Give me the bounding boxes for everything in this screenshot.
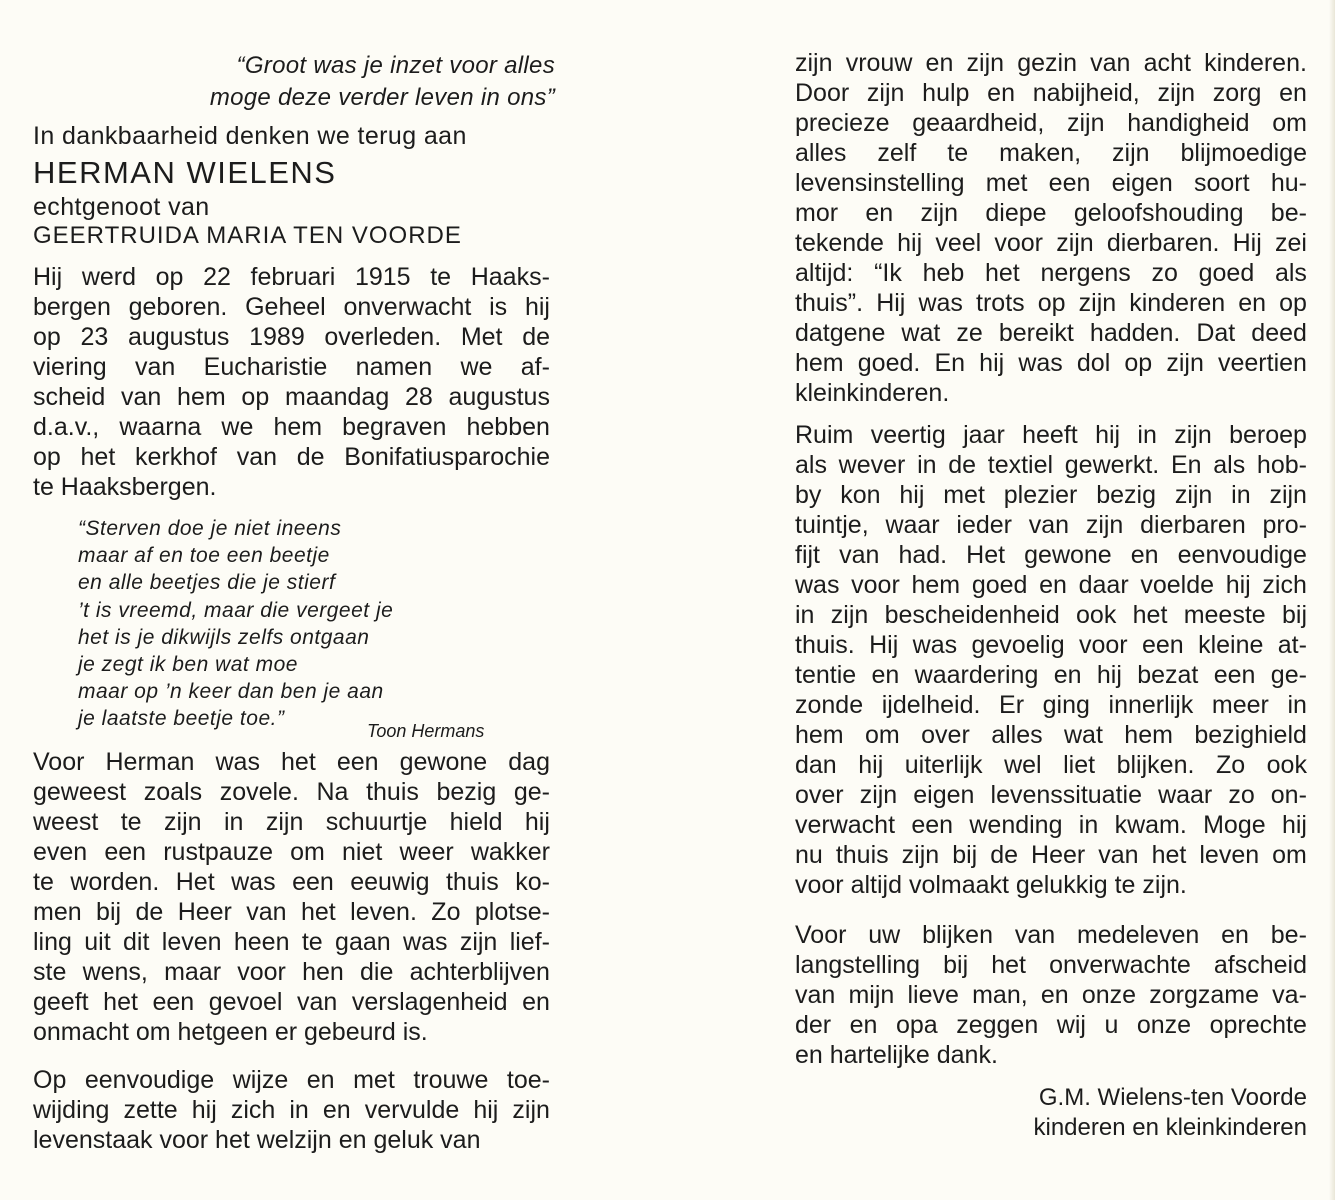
deceased-name: HERMAN WIELENS [33, 155, 337, 190]
text-line: Hij werd op 22 februari 1915 te Haaks- [33, 263, 550, 291]
text-line: het is je dikwijls zelfs ontgaan [78, 625, 370, 649]
text-line: te Haaksbergen. [33, 473, 217, 501]
text-line: bergen geboren. Geheel onverwacht is hij [33, 293, 550, 321]
text-line: Op eenvoudige wijze en met trouwe toe- [33, 1066, 550, 1094]
text-line: onmacht om hetgeen er gebeurd is. [33, 1018, 428, 1046]
intro-line: In dankbaarheid denken we terug aan [33, 122, 467, 150]
text-line: levenstaak voor het welzijn en geluk van [33, 1126, 481, 1154]
text-line: even een rustpauze om niet weer wakker [33, 838, 550, 866]
text-line: Ruim veertig jaar heeft hij in zijn beroep [795, 421, 1307, 449]
signature-line-2: kinderen en kleinkinderen [1033, 1114, 1307, 1141]
text-line: altijd: “Ik heb het nergens zo goed als [795, 259, 1307, 287]
text-line: hem om over alles wat hem bezighield [795, 721, 1307, 749]
text-line: scheid van hem op maandag 28 augustus [33, 383, 550, 411]
text-line: maar op ’n keer dan ben je aan [78, 680, 384, 704]
text-line: weest te zijn in zijn schuurtje hield hij [33, 808, 550, 836]
text-line: zijn vrouw en zijn gezin van acht kinderen. [795, 49, 1307, 77]
text-line: kleinkinderen. [795, 379, 950, 407]
spouse-intro: echtgenoot van [33, 193, 210, 221]
text-line: in zijn bescheidenheid ook het meeste bij [795, 601, 1307, 629]
text-line: mor en zijn diepe geloofshouding be- [795, 199, 1307, 227]
text-line: dan hij uiterlijk wel liet blijken. Zo ook [795, 751, 1307, 779]
text-line: je zegt ik ben wat moe [78, 653, 298, 676]
text-line: “Sterven doe je niet ineens [78, 517, 342, 540]
motto-line-1: “Groot was je inzet voor alles [236, 52, 555, 79]
text-line: op 23 augustus 1989 overleden. Met de [33, 323, 550, 351]
text-line: Voor Herman was het een gewone dag [33, 748, 550, 776]
text-line: geeft het een gevoel van verslagenheid en [33, 988, 550, 1016]
signature-line-1: G.M. Wielens-ten Voorde [1038, 1084, 1307, 1111]
text-line: en alle beetjes die je stierf [78, 571, 336, 595]
text-line: tuintje, waar ieder van zijn dierbaren pro- [795, 511, 1307, 539]
text-line: Voor uw blijken van medeleven en be- [795, 921, 1307, 949]
text-line: ling uit dit leven heen te gaan was zijn lief- [33, 928, 550, 956]
text-line: datgene wat ze bereikt hadden. Dat deed [795, 319, 1307, 347]
text-line: thuis. Hij was gevoelig voor een kleine at- [795, 631, 1307, 659]
text-line: wijding zette hij zich in en vervulde hij zijn [33, 1096, 550, 1124]
text-line: verwacht een wending in kwam. Moge hij [795, 811, 1307, 839]
text-line: Door zijn hulp en nabijheid, zijn zorg en [795, 79, 1307, 107]
text-line: hem goed. En hij was dol op zijn veertien [795, 349, 1307, 377]
text-line: te worden. Het was een eeuwig thuis ko- [33, 868, 550, 896]
text-line: voor altijd volmaakt gelukkig te zijn. [795, 871, 1187, 899]
text-line: fijt van had. Het gewone en eenvoudige [795, 541, 1307, 569]
text-line: van mijn lieve man, en onze zorgzame va- [795, 981, 1307, 1009]
text-line: als wever in de textiel gewerkt. En als hob- [795, 451, 1307, 479]
text-line: nu thuis zijn bij de Heer van het leven om [795, 841, 1307, 869]
text-line: geweest zoals zovele. Na thuis bezig ge- [33, 778, 550, 806]
spouse-name: GEERTRUIDA MARIA TEN VOORDE [33, 222, 462, 249]
text-line: der en opa zeggen wij u onze oprechte [795, 1011, 1307, 1039]
text-line: was voor hem goed en daar voelde hij zich [795, 571, 1307, 599]
text-line: je laatste beetje toe.” [78, 707, 285, 731]
text-line: thuis”. Hij was trots op zijn kinderen en op [795, 289, 1307, 317]
text-line: precieze geaardheid, zijn handigheid om [795, 109, 1307, 137]
text-line: over zijn eigen levenssituatie waar zo on- [795, 781, 1307, 809]
text-line: langstelling bij het onverwachte afscheid [795, 951, 1307, 979]
text-line: op het kerkhof van de Bonifatiusparochie [33, 443, 550, 471]
text-line: alles zelf te maken, zijn blijmoedige [795, 139, 1307, 167]
text-line: levensinstelling met een eigen soort hu- [795, 169, 1307, 197]
card-edge [1329, 0, 1335, 1200]
text-line: ste wens, maar voor hen die achterblijven [33, 958, 550, 986]
text-line: by kon hij met plezier bezig zijn in zijn [795, 481, 1307, 509]
text-line: men bij de Heer van het leven. Zo plotse- [33, 898, 550, 926]
motto-line-2: moge deze verder leven in ons” [209, 84, 555, 111]
text-line: tentie en waardering en hij bezat een ge- [795, 661, 1307, 689]
text-line: tekende hij veel voor zijn dierbaren. Hij zei [795, 229, 1307, 257]
text-line: en hartelijke dank. [795, 1041, 998, 1069]
text-line: maar af en toe een beetje [78, 544, 330, 568]
poem-author: Toon Hermans [367, 721, 485, 741]
text-line: zonde ijdelheid. Er ging innerlijk meer in [795, 691, 1307, 719]
text-line: viering van Eucharistie namen we af- [33, 353, 550, 381]
text-line: ’t is vreemd, maar die vergeet je [78, 598, 394, 622]
text-line: d.a.v., waarna we hem begraven hebben [33, 413, 550, 441]
